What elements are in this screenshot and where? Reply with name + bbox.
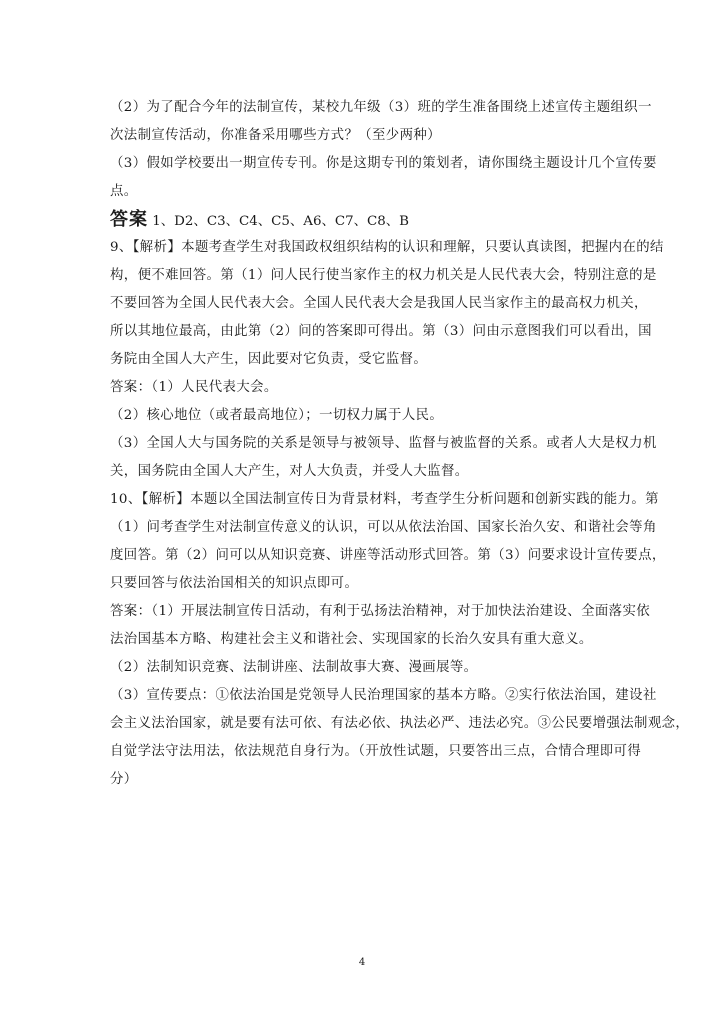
explanation-10-line-4: 只要回答与依法治国相关的知识点即可。 [110, 576, 359, 591]
document-body [110, 94, 690, 794]
answer-title: 答案 [110, 209, 148, 230]
answer-10-part-1-line-2: 法治国基本方略、构建社会主义和谐社会、实现国家的长治久安具有重大意义。 [110, 632, 593, 647]
answer-9-part-3-line-1: （3）全国人大与国务院的关系是领导与被领导、监督与被监督的关系。或者人大是权力机 [110, 436, 657, 451]
question-2-line-1: （2）为了配合今年的法制宣传，某校九年级（3）班的学生准备围绕上述宣传主题组织一 [110, 100, 652, 115]
explanation-9-line-3: 不要回答为全国人民代表大会。全国人民代表大会是我国人民当家作主的最高权力机关， [110, 296, 648, 311]
explanation-9-line-1: 9、【解析】本题考查学生对我国政权组织结构的认识和理解，只要认真读图，把握内在的结 [110, 240, 664, 255]
answer-heading-line [110, 206, 620, 234]
answer-10-part-3-line-3: 自觉学法守法用法，依法规范自身行为。（开放性试题，只要答出三点，合情合理即可得 [110, 744, 642, 759]
answer-9-part-1: 答案：（1）人民代表大会。 [110, 380, 278, 395]
answer-10-part-3-line-1: （3）宣传要点：①依法治国是党领导人民治理国家的基本方略。②实行依法治国，建设社 [110, 688, 657, 703]
answer-10-part-3-line-2: 会主义法治国家，就是要有法可依、有法必依、执法必严、违法必究。③公民要增强法制观念， [110, 716, 690, 731]
answer-10-part-3-line-4: 分） [110, 772, 138, 787]
explanation-10-line-3: 度回答。第（2）问可以从知识竞赛、讲座等活动形式回答。第（3）问要求设计宣传要点， [110, 548, 666, 563]
answer-9-part-2: （2）核心地位（或者最高地位）；一切权力属于人民。 [110, 408, 444, 423]
question-3-line-2: 点。 [110, 184, 138, 199]
answer-keys: 1、D2、C3、C4、C5、A6、C7、C8、B [152, 214, 410, 229]
question-3-line-1: （3）假如学校要出一期宣传专刊。你是这期专刊的策划者，请你围绕主题设计几个宣传要 [110, 156, 657, 171]
explanation-10-line-1: 10、【解析】本题以全国法制宣传日为背景材料，考查学生分析问题和创新实践的能力。第 [110, 492, 659, 507]
explanation-9-line-2: 构，便不难回答。第（1）问人民行使当家作主的权力机关是人民代表大会，特别注意的是 [110, 268, 657, 283]
explanation-9-line-5: 务院由全国人大产生，因此要对它负责，受它监督。 [110, 352, 428, 367]
explanation-10-line-2: （1）问考查学生对法制宣传意义的认识，可以从依法治国、国家长治久安、和谐社会等角 [110, 520, 657, 535]
page-number: 4 [358, 957, 366, 968]
answer-9-part-3-line-2: 关，国务院由全国人大产生，对人大负责，并受人大监督。 [110, 464, 469, 479]
explanation-9-line-4: 所以其地位最高，由此第（2）问的答案即可得出。第（3）问由示意图我们可以看出，国 [110, 324, 652, 339]
answer-10-part-2: （2）法制知识竞赛、法制讲座、法制故事大赛、漫画展等。 [110, 660, 478, 675]
question-2-line-2: 次法制宣传活动，你准备采用哪些方式？（至少两种） [110, 128, 441, 143]
answer-10-part-1-line-1: 答案：（1）开展法制宣传日活动，有利于弘扬法治精神，对于加快法治建设、全面落实依 [110, 604, 651, 619]
